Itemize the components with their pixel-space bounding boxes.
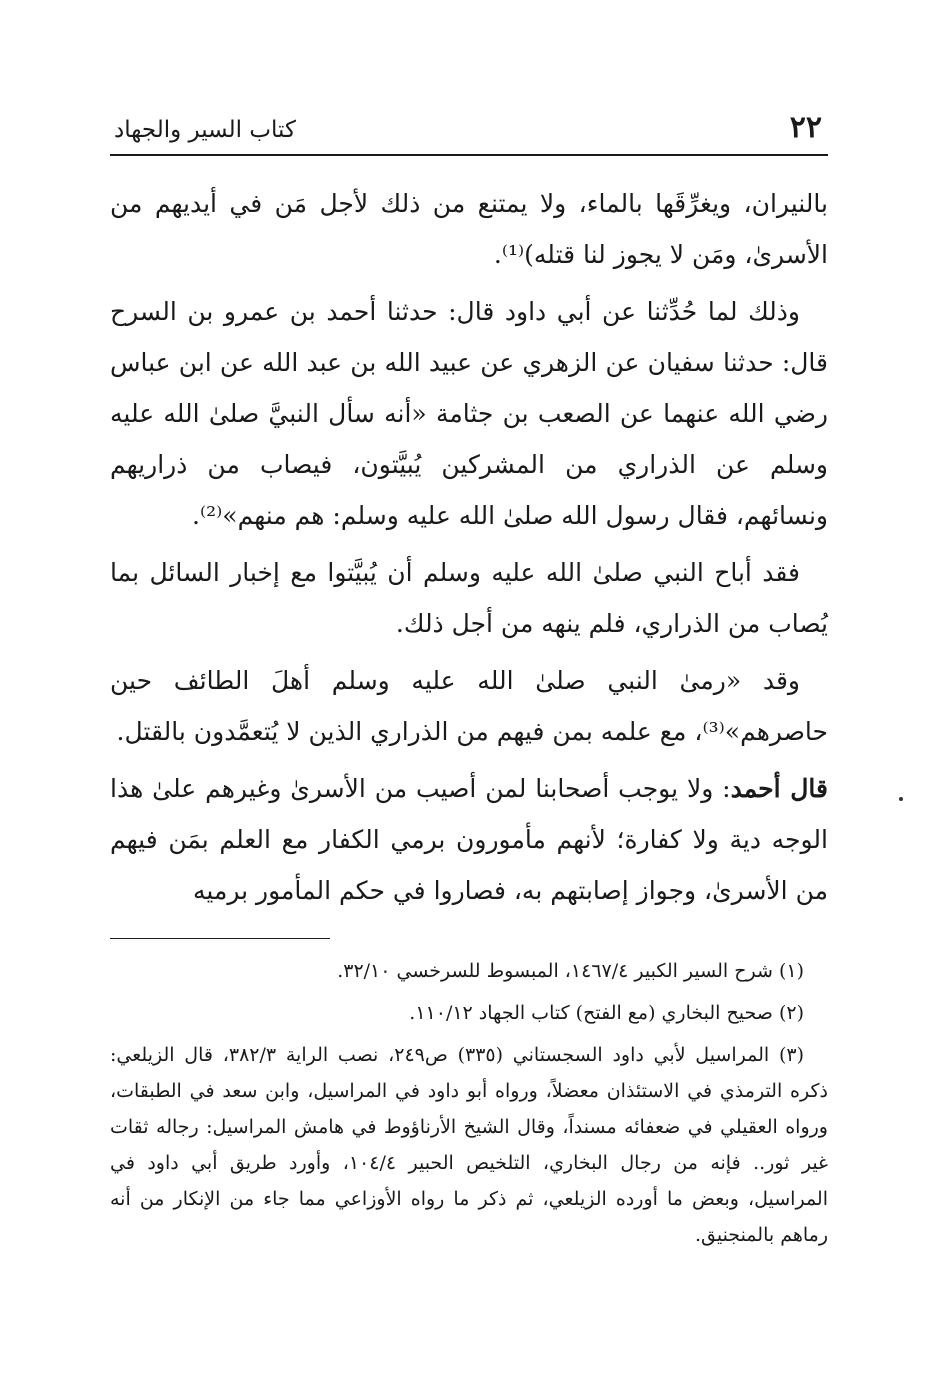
- footnote: [110, 1037, 828, 1253]
- main-text: [110, 178, 828, 916]
- paragraph-text: وقد «رمىٰ النبي صلىٰ الله عليه وسلم أهلَ الطائف حين حاصرهم»⁽³⁾، مع علمه بمن فيهم من الذراري الذين لا يُتعمَّدون بالقتل.: [110, 666, 828, 746]
- footnote-text: المراسيل لأبي داود السجستاني (٣٣٥) ص٢٤٩، نصب الراية ٣٨٢/٣، قال الزيلعي: ذكره الترمذي في الاستئذان معضلاً، ورواه أبو داود في المراسيل، وابن سعد في الطبقات، ورواه العقيلي في ضعفائه مسنداً، وقال الشيخ الأرناؤوط في هامش المراسيل: رجاله ثقات غير ثور.. فإنه من رجال البخاري، التلخيص الحبير ١٠٤/٤، وأورد طريق أبي داود في المراسيل، وبعض ما أورده الزيلعي، ثم ذكر ما رواه الأوزاعي مما جاء من الإنكار من أنه رماهم بالمنجنيق.: [110, 1044, 828, 1246]
- footnote-number: (٢): [778, 1002, 804, 1024]
- page-header: [110, 108, 828, 156]
- footnote-text: صحيح البخاري (مع الفتح) كتاب الجهاد ١١٠/١٢.: [409, 1002, 773, 1024]
- paragraph-text: وذلك لما حُدِّثنا عن أبي داود قال: حدثنا أحمد بن عمرو بن السرح قال: حدثنا سفيان عن الزهري عن عبيد الله بن عبد الله عن ابن عباس رضي الله عنهما عن الصعب بن جثامة «أنه سأل النبيَّ صلىٰ الله عليه وسلم عن الذراري من المشركين يُبيَّتون، فيصاب من ذراريهم ونسائهم، فقال رسول الله صلىٰ الله عليه وسلم: هم منهم»⁽²⁾.: [110, 297, 828, 530]
- paragraph: [110, 286, 828, 541]
- paragraph-lead: قال أحمد: [730, 774, 828, 803]
- paragraph: [110, 178, 828, 280]
- footnotes: [110, 953, 828, 1253]
- book-page: [110, 108, 828, 1338]
- paragraph-text: فقد أباح النبي صلىٰ الله عليه وسلم أن يُبيَّتوا مع إخبار السائل بما يُصاب من الذراري، فلم ينهه من أجل ذلك.: [110, 558, 828, 638]
- footnote-divider: [110, 938, 330, 939]
- paragraph-text: : ولا يوجب أصحابنا لمن أصيب من الأسرىٰ وغيرهم علىٰ هذا الوجه دية ولا كفارة؛ لأنهم مأمورون برمي الكفار مع العلم بمَن فيهم من الأسرىٰ، وجواز إصابتهم به، فصاروا في حكم المأمور برميه: [110, 774, 828, 905]
- footnote-number: (١): [778, 960, 804, 982]
- paragraph: [110, 763, 828, 916]
- scan-speck: [899, 797, 903, 801]
- footnote-text: شرح السير الكبير ١٤٦٧/٤، المبسوط للسرخسي ٣٢/١٠.: [337, 960, 773, 982]
- footnote-number: (٣): [778, 1044, 804, 1066]
- page-number: ٢٢: [789, 110, 822, 145]
- running-title: كتاب السير والجهاد: [114, 117, 296, 143]
- paragraph: [110, 547, 828, 649]
- footnote: [110, 995, 828, 1031]
- paragraph: [110, 655, 828, 757]
- footnote: [110, 953, 828, 989]
- paragraph-text: بالنيران، ويغرِّقَها بالماء، ولا يمتنع من ذلك لأجل مَن في أيديهم من الأسرىٰ، ومَن لا يجوز لنا قتله)⁽¹⁾.: [110, 189, 828, 269]
